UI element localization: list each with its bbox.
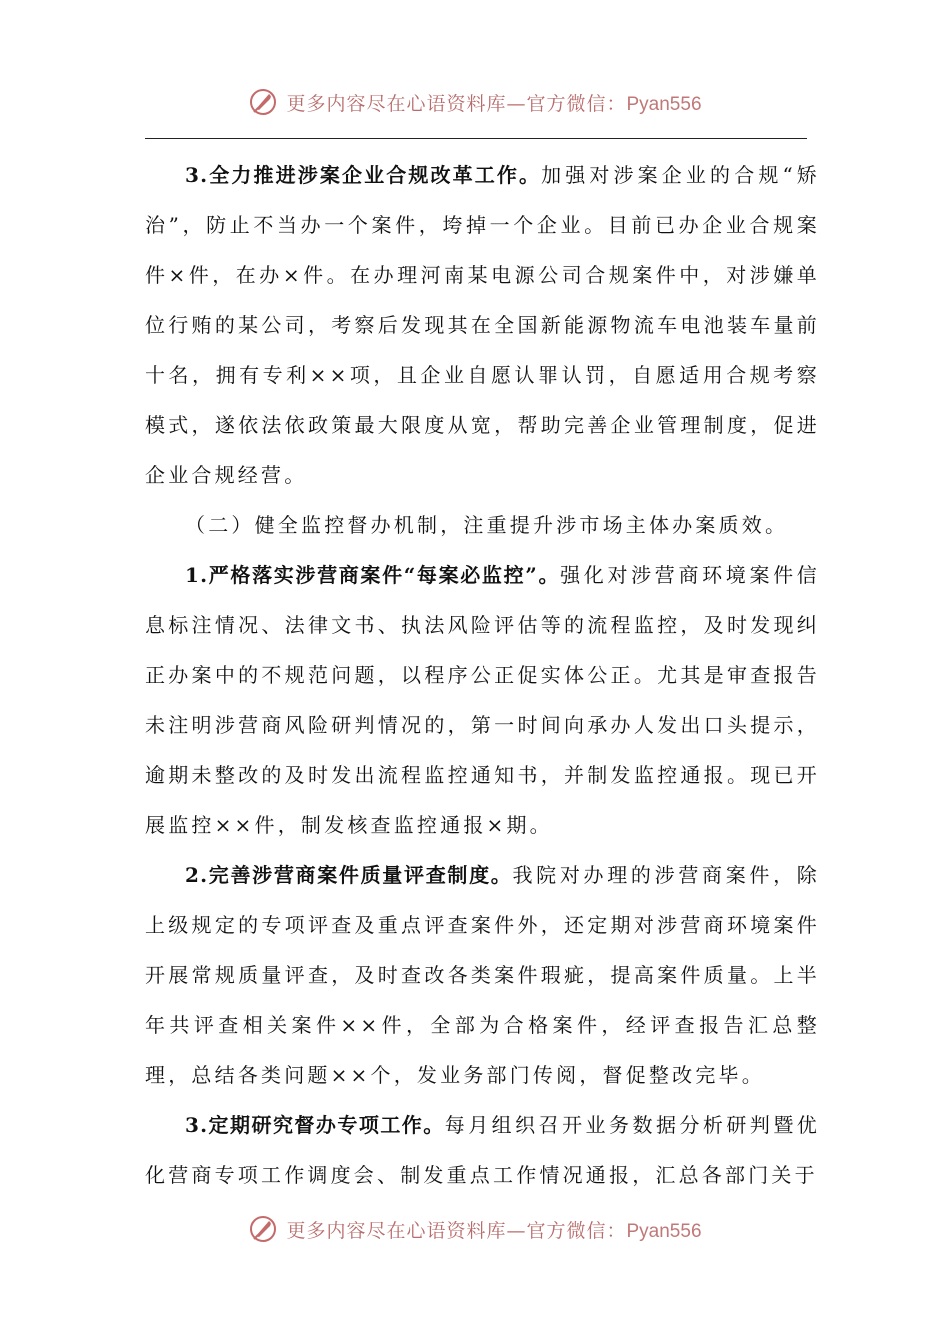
- paragraph-heading: 3.全力推进涉案企业合规改革工作。: [185, 163, 542, 187]
- paragraph-text: 每月组织召开业务数据分析研判暨优化营商专项工作调度会、制发重点工作情况通报，汇总各部门关于: [145, 1113, 820, 1187]
- header-rule: [145, 138, 807, 139]
- paragraph: [145, 850, 820, 1100]
- paragraph: [145, 1100, 820, 1200]
- watermark-text: 更多内容尽在心语资料库—官方微信：Pyan556: [286, 92, 702, 115]
- paragraph-heading: 2.完善涉营商案件质量评查制度。: [185, 863, 513, 887]
- watermark-id: Pyan556: [626, 1220, 702, 1242]
- watermark-banner-top: [0, 82, 950, 122]
- quill-logo-icon: [248, 87, 278, 117]
- watermark-banner-bottom: [0, 1209, 950, 1249]
- paragraph-heading: 3.定期研究督办专项工作。: [185, 1113, 445, 1137]
- document-body: [145, 150, 820, 1200]
- section-heading: （二）健全监控督办机制，注重提升涉市场主体办案质效。: [185, 513, 789, 537]
- paragraph: [145, 550, 820, 850]
- quill-logo-icon: [248, 1214, 278, 1244]
- paragraph: [145, 150, 820, 500]
- watermark-id: Pyan556: [626, 93, 702, 115]
- paragraph-text: 加强对涉案企业的合规“矫治”，防止不当办一个案件，垮掉一个企业。目前已办企业合规案件×件，在办×件。在办理河南某电源公司合规案件中，对涉嫌单位行贿的某公司，考察后发现其在全国新能源物流车电池装车量前十名，拥有专利××项，且企业自愿认罪认罚，自愿适用合规考察模式，遂依法依政策最大限度从宽，帮助完善企业管理制度，促进企业合规经营。: [145, 163, 821, 487]
- paragraph-heading: 1.严格落实涉营商案件“每案必监控”。: [185, 563, 561, 587]
- paragraph-text: 我院对办理的涉营商案件，除上级规定的专项评查及重点评查案件外，还定期对涉营商环境案件开展常规质量评查，及时查改各类案件瑕疵，提高案件质量。上半年共评查相关案件××件，全部为合格案件，经评查报告汇总整理，总结各类问题××个，发业务部门传阅，督促整改完毕。: [145, 863, 820, 1087]
- paragraph-text: 强化对涉营商环境案件信息标注情况、法律文书、执法风险评估等的流程监控，及时发现纠正办案中的不规范问题，以程序公正促实体公正。尤其是审查报告未注明涉营商风险研判情况的，第一时间向承办人发出口头提示，逾期未整改的及时发出流程监控通知书，并制发监控通报。现已开展监控××件，制发核查监控通报×期。: [145, 563, 821, 837]
- watermark-text: 更多内容尽在心语资料库—官方微信：Pyan556: [286, 1219, 702, 1242]
